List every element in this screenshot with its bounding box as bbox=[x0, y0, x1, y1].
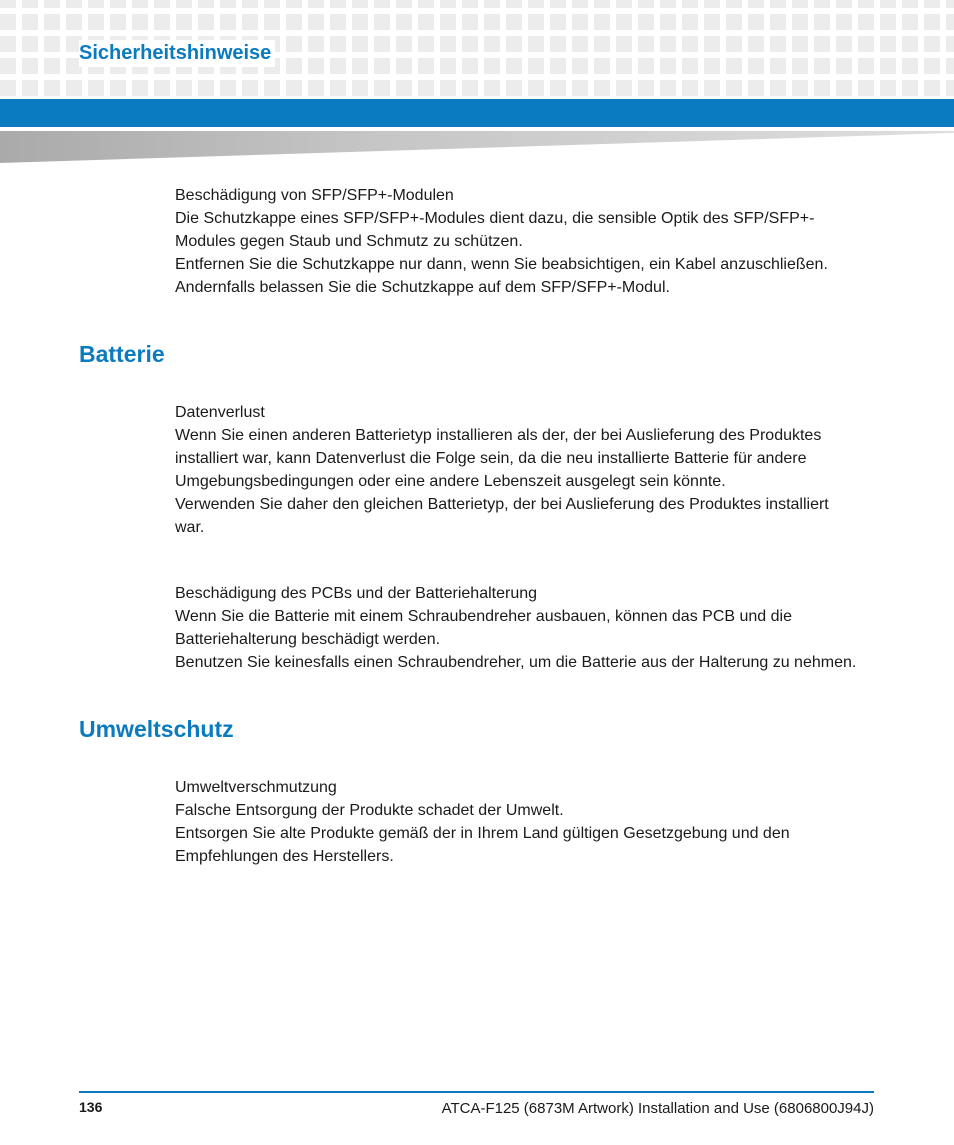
section-heading-umweltschutz: Umweltschutz bbox=[79, 716, 234, 742]
notice-text: Empfehlungen des Herstellers. bbox=[175, 848, 394, 865]
notice-text: Modules gegen Staub und Schmutz zu schützen. bbox=[175, 233, 523, 250]
section-heading-batterie: Batterie bbox=[79, 341, 165, 367]
page-number: 136 bbox=[79, 1099, 103, 1115]
notice-text: Umgebungsbedingungen oder eine andere Lebenszeit ausgelegt sein könnte. bbox=[175, 473, 726, 490]
document-title: ATCA-F125 (6873M Artwork) Installation and Use (6806800J94J) bbox=[441, 1100, 874, 1117]
notice-text: war. bbox=[175, 519, 205, 536]
notice-text: Andernfalls belassen Sie die Schutzkappe auf dem SFP/SFP+-Modul. bbox=[175, 279, 670, 296]
notice-text: Wenn Sie die Batterie mit einem Schraubendreher ausbauen, können das PCB und die bbox=[175, 608, 792, 625]
notice-heading: Datenverlust bbox=[175, 404, 265, 421]
notice-text: Die Schutzkappe eines SFP/SFP+-Modules dient dazu, die sensible Optik des SFP/SFP+- bbox=[175, 210, 815, 227]
notice-text: Benutzen Sie keinesfalls einen Schraubendreher, um die Batterie aus der Halterung zu nehmen. bbox=[175, 654, 857, 671]
notice-heading: Umweltverschmutzung bbox=[175, 779, 337, 796]
notice-text: Entfernen Sie die Schutzkappe nur dann, wenn Sie beabsichtigen, ein Kabel anzuschließen. bbox=[175, 256, 828, 273]
pcb-notice bbox=[175, 582, 895, 674]
datenverlust-notice bbox=[175, 401, 895, 539]
notice-text: Batteriehalterung beschädigt werden. bbox=[175, 631, 441, 648]
footer-rule bbox=[79, 1091, 874, 1093]
header-gray-wedge bbox=[0, 131, 954, 163]
chapter-title: Sicherheitshinweise bbox=[79, 40, 275, 67]
notice-text: Falsche Entsorgung der Produkte schadet der Umwelt. bbox=[175, 802, 564, 819]
notice-text: Verwenden Sie daher den gleichen Batterietyp, der bei Auslieferung des Produktes installiert bbox=[175, 496, 829, 513]
notice-text: Entsorgen Sie alte Produkte gemäß der in Ihrem Land gültigen Gesetzgebung und den bbox=[175, 825, 790, 842]
header-blue-bar bbox=[0, 99, 954, 127]
notice-text: installiert war, kann Datenverlust die Folge sein, da die neu installierte Batterie für andere bbox=[175, 450, 807, 467]
notice-heading: Beschädigung von SFP/SFP+-Modulen bbox=[175, 187, 454, 204]
sfp-notice bbox=[175, 184, 895, 299]
notice-heading: Beschädigung des PCBs und der Batteriehalterung bbox=[175, 585, 538, 602]
notice-text: Wenn Sie einen anderen Batterietyp installieren als der, der bei Auslieferung des Produktes bbox=[175, 427, 822, 444]
umwelt-notice bbox=[175, 776, 895, 868]
